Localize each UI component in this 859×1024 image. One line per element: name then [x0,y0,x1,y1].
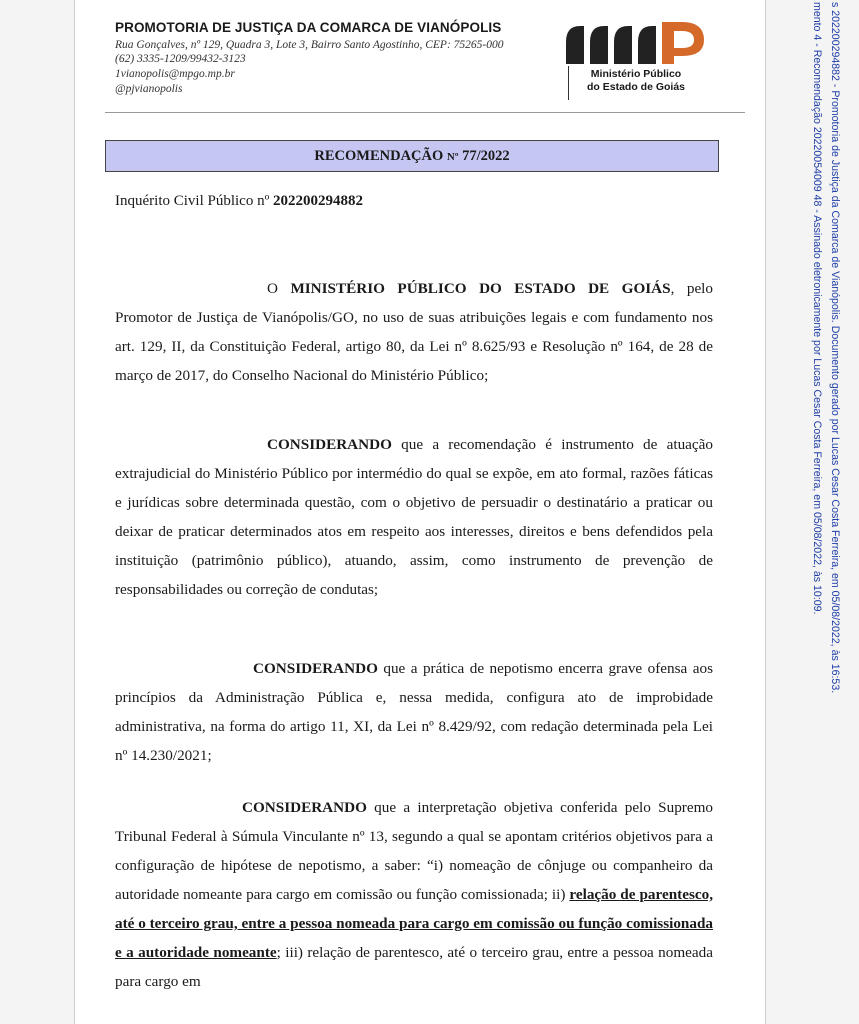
p1-start: O [267,280,278,297]
paragraph-preamble [115,274,713,390]
p4-bold: CONSIDERANDO [242,799,367,816]
office-phone: (62) 3335-1209/99432-3123 [115,53,246,65]
title-number: 77/2022 [462,148,510,164]
header-divider [105,112,745,113]
inquiry-line [115,193,363,210]
paragraph-considerando-3 [115,793,713,996]
office-name: PROMOTORIA DE JUSTIÇA DA COMARCA DE VIANÓPOLIS [115,20,502,35]
logo-line-1: Ministério Público [590,68,682,80]
p4-text-1: que a interpretação objetiva conferida pelo Supremo Tribunal Federal à Súmula Vinculante nº 13, segundo a qual se apontam critérios objetivos para a configuração de hipótese de nepotismo, a saber: “i) nomeação de cônjuge ou companheiro da autoridade nomeante para cargo em comissão ou função comissionada; ii) [115,799,713,903]
p3-text: que a prática de nepotismo encerra grave ofensa aos princípios da Administração Pública e, nessa medida, configura ato de improbidade administrativa, na forma do artigo 11, XI, da Lei nº 8.429/92, com redação determinada pela Lei nº 14.230/2021; [115,660,713,764]
office-address: Rua Gonçalves, nº 129, Quadra 3, Lote 3, Bairro Santo Agostinho, CEP: 75265-000 [115,39,504,51]
signature-stamp [810,0,850,1024]
paragraph-considerando-1 [115,430,713,604]
recommendation-title [105,140,719,172]
document-page [74,0,766,1024]
title-number-sign: Nº [446,151,459,163]
stamp-line-2: mento 4 - Recomendação 20220054009 48 - Assinado eletronicamente por Lucas Cesar Costa Ferreira, em 05/08/2022, às 10:09. [811,2,823,615]
mp-logo [562,20,712,102]
office-email: 1vianopolis@mpgo.mp.br [115,68,235,80]
p1-bold: MINISTÉRIO PÚBLICO DO ESTADO DE GOIÁS [290,280,671,297]
p4-text-2: ; iii) relação de parentesco, até o terceiro grau, entre a pessoa nomeada para cargo em [115,944,713,990]
logo-line-2: do Estado de Goiás [586,81,686,93]
inquiry-number: 202200294882 [272,193,363,209]
paragraph-considerando-2 [115,654,713,770]
signature-stamp-text [808,2,844,693]
mp-logo-mark-icon [562,20,712,66]
p4-underlined: relação de parentesco, até o terceiro grau, entre a pessoa nomeada para cargo em comissão ou função comissionada e a autoridade nomeante [115,886,713,961]
p2-text: que a recomendação é instrumento de atuação extrajudicial do Ministério Público por intermédio do qual se expõe, em ato formal, razões fáticas e jurídicas sobre determinada questão, com o objetivo de persuadir o destinatário a praticar ou deixar de praticar determinados atos em respeito aos interesses, direitos e bens defendidos pela instituição (patrimônio público), atuando, assim, como instrumento de prevenção de responsabilidades ou correção de condutas; [115,436,713,598]
logo-divider [568,66,569,100]
p1-text: , pelo Promotor de Justiça de Vianópolis/GO, no uso de suas atribuições legais e com fundamento nos art. 129, II, da Constituição Federal, artigo 80, da Lei nº 8.625/93 e Resolução nº 164, de 28 de março de 2017, do Conselho Nacional do Ministério Público; [115,280,713,384]
p3-bold: CONSIDERANDO [253,660,378,677]
stamp-line-1: s 202200294882 - Promotoria de Justiça da Comarca de Vianópolis. Documento gerado por Lucas Cesar Costa Ferreira, em 05/08/2022, às 16:53. [829,2,841,694]
office-social: @pjvianopolis [115,83,183,95]
p2-bold: CONSIDERANDO [267,436,392,453]
inquiry-label: Inquérito Civil Público nº [115,193,270,209]
logo-text [582,68,690,94]
title-prefix: RECOMENDAÇÃO [314,148,444,164]
